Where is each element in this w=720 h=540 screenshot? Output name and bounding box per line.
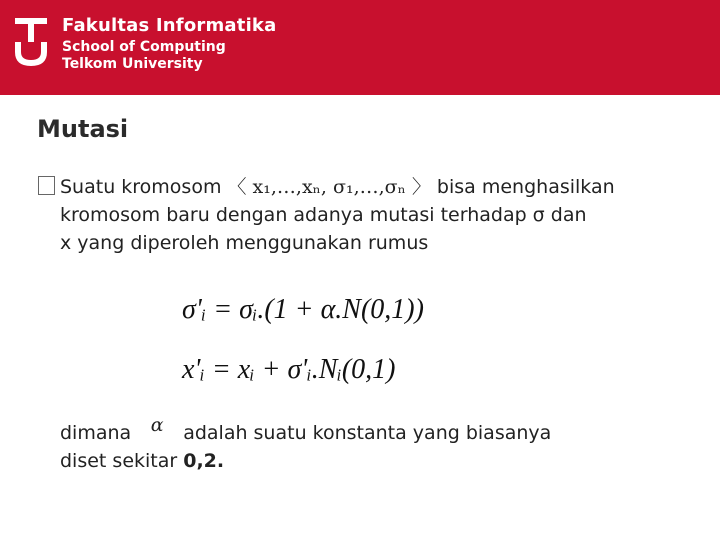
bullet-line-2: kromosom baru dengan adanya mutasi terhadap σ dan (60, 204, 587, 226)
bullet-icon (38, 176, 55, 195)
bullet-line-1-suffix: bisa menghasilkan (430, 176, 615, 198)
footer-word-before: dimana (60, 422, 132, 444)
university-name: Telkom University (62, 56, 203, 72)
footer-word-after: adalah suatu konstanta yang biasanya (183, 422, 552, 444)
telkom-logo-icon (12, 16, 50, 68)
mutation-formula (180, 282, 500, 392)
chromosome-notation: 〈 x₁,…,xₙ, σ₁,…,σₙ 〉 (227, 176, 431, 198)
footer-line-1 (60, 414, 552, 447)
footer-line-2-prefix: diset sekitar (60, 450, 184, 472)
bullet-line-3: x yang diperoleh menggunakan rumus (60, 232, 429, 254)
slide-title: Mutasi (37, 115, 129, 143)
footer-paragraph (60, 414, 552, 475)
formula-eq2: x'ᵢ = xᵢ + σ'ᵢ.Nᵢ(0,1) (182, 354, 396, 385)
footer-line-2 (60, 447, 551, 475)
formula-eq1: σ'ᵢ = σᵢ.(1 + α.N(0,1)) (182, 294, 424, 325)
constant-value: 0,2 (183, 450, 217, 472)
bullet-line-1-prefix: Suatu kromosom (60, 176, 228, 198)
header-banner (0, 0, 720, 95)
school-name: School of Computing (62, 39, 226, 55)
bullet-line-1 (60, 173, 700, 201)
faculty-name: Fakultas Informatika (62, 15, 277, 36)
alpha-symbol: α (150, 414, 164, 436)
footer-period: . (216, 450, 225, 472)
